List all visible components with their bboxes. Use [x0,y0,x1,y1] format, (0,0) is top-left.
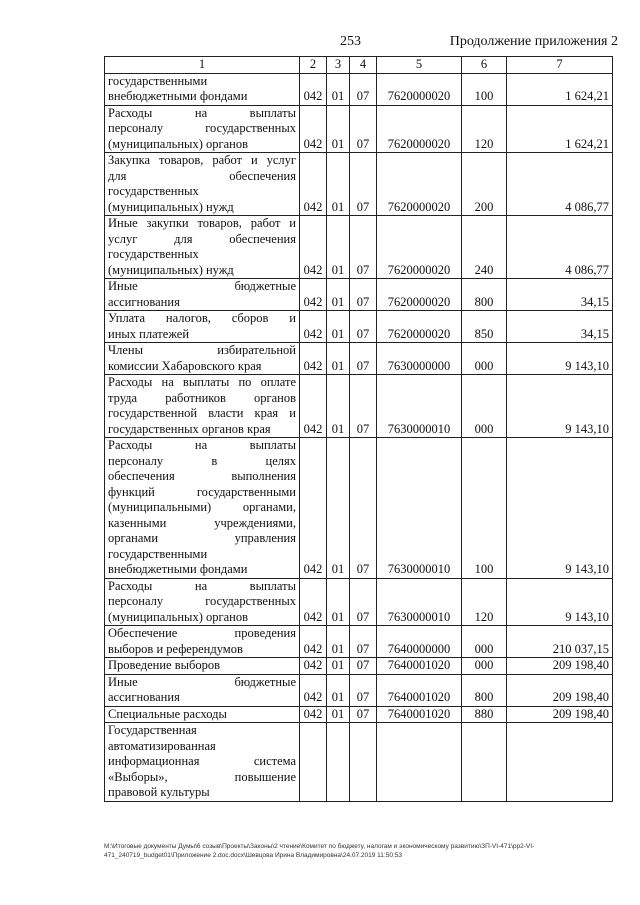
subsection-code-cell: 07 [350,706,377,723]
expense-name-line: персоналу государственных [108,121,296,135]
amount-cell: 9 143,10 [507,578,613,626]
expense-name-line: Специальные расходы [108,706,227,721]
amount-cell: 9 143,10 [507,438,613,579]
ministry-code-cell: 042 [300,658,327,675]
amount-cell: 4 086,77 [507,216,613,279]
expense-type-cell: 240 [462,216,507,279]
target-article-cell: 7620000020 [377,153,462,216]
table-row [105,706,613,723]
ministry-code-cell: 042 [300,706,327,723]
expense-name-cell [105,626,300,658]
table-row [105,311,613,343]
target-article-cell: 7620000020 [377,105,462,153]
expense-name-line: Расходы на выплаты [108,105,296,120]
expense-name-line: Закупка товаров, работ и услуг [108,153,296,167]
expense-type-cell: 000 [462,375,507,438]
expense-name-line: Расходы на выплаты [108,438,296,452]
expense-name-cell [105,343,300,375]
amount-cell: 209 198,40 [507,706,613,723]
table-row [105,375,613,438]
section-code-cell [327,723,350,802]
expense-name-line: ассигнования [108,690,180,704]
expense-name-line: Иные бюджетные [108,279,296,293]
ministry-code-cell: 042 [300,674,327,706]
ministry-code-cell: 042 [300,153,327,216]
ministry-code-cell: 042 [300,626,327,658]
expense-type-cell: 850 [462,311,507,343]
expense-name-line: выборов и референдумов [108,641,243,656]
expense-name-line: обеспечения выполнения [108,469,296,483]
budget-table [104,56,613,802]
expense-type-cell: 000 [462,658,507,675]
subsection-code-cell: 07 [350,216,377,279]
expense-name-line: (муниципальных) нужд [108,199,234,214]
expense-name-line: государственной власти края и [108,406,296,420]
table-row [105,153,613,216]
subsection-code-cell: 07 [350,105,377,153]
expense-name-line: органами управления [108,531,296,545]
expense-type-cell: 200 [462,153,507,216]
amount-cell [507,723,613,802]
expense-name-line: функций государственными [108,484,296,499]
ministry-code-cell [300,723,327,802]
expense-name-line: Уплата налогов, сборов и [108,311,296,325]
table-row [105,216,613,279]
expense-name-line: (муниципальными) органами, [108,500,296,514]
target-article-cell: 7640001020 [377,706,462,723]
expense-name-line: Проведение выборов [108,658,221,672]
table-row [105,578,613,626]
target-article-cell [377,723,462,802]
expense-name-line: персоналу государственных [108,594,296,608]
expense-name-line: Расходы на выплаты [108,578,296,593]
target-article-cell: 7620000020 [377,279,462,311]
expense-name-line: внебюджетными фондами [108,89,248,103]
expense-type-cell [462,723,507,802]
expense-name-cell [105,279,300,311]
expense-type-cell: 120 [462,578,507,626]
table-row [105,279,613,311]
table-row [105,658,613,675]
expense-name-cell [105,706,300,723]
target-article-cell: 7630000010 [377,438,462,579]
subsection-code-cell: 07 [350,375,377,438]
amount-cell: 209 198,40 [507,674,613,706]
target-article-cell: 7640001020 [377,658,462,675]
expense-name-line: государственных органов края [108,421,271,436]
expense-type-cell: 800 [462,674,507,706]
footer-line: М:\Итоговые документы Думы\6 созыв\Проекты\Законы\2 чтение\Комитет по бюджету, налогам и экономическому развитию\ЗП-VI-471\рр2-VI- [104,843,535,850]
target-article-cell: 7630000010 [377,375,462,438]
expense-name-line: «Выборы», повышение [108,769,296,784]
expense-name-line: ассигнования [108,294,180,309]
table-row [105,674,613,706]
section-code-cell: 01 [327,626,350,658]
column-header: 3 [327,57,350,74]
table-row [105,438,613,579]
expense-name-cell [105,375,300,438]
amount-cell: 9 143,10 [507,343,613,375]
target-article-cell: 7620000020 [377,73,462,105]
expense-name-cell [105,723,300,802]
section-code-cell: 01 [327,706,350,723]
section-code-cell: 01 [327,674,350,706]
expense-name-line: (муниципальных) нужд [108,262,234,277]
subsection-code-cell: 07 [350,438,377,579]
section-code-cell: 01 [327,343,350,375]
table-body [105,73,613,801]
expense-name-cell [105,216,300,279]
subsection-code-cell [350,723,377,802]
section-code-cell: 01 [327,73,350,105]
ministry-code-cell: 042 [300,279,327,311]
expense-name-cell [105,153,300,216]
expense-name-line: Обеспечение проведения [108,626,296,640]
footer-file-path [104,842,612,860]
column-header: 5 [377,57,462,74]
expense-name-line: иных платежей [108,326,190,341]
subsection-code-cell: 07 [350,658,377,675]
expense-type-cell: 800 [462,279,507,311]
subsection-code-cell: 07 [350,153,377,216]
amount-cell: 1 624,21 [507,73,613,105]
expense-name-line: Иные закупки товаров, работ и [108,216,296,230]
expense-type-cell: 100 [462,438,507,579]
section-code-cell: 01 [327,279,350,311]
continuation-label: Продолжение приложения 2 [449,34,618,49]
expense-name-line: (муниципальных) органов [108,609,249,624]
target-article-cell: 7640001020 [377,674,462,706]
expense-name-line: государственных [108,247,199,261]
table-row [105,723,613,802]
column-header: 7 [507,57,613,74]
expense-name-line: Члены избирательной [108,343,296,357]
ministry-code-cell: 042 [300,73,327,105]
section-code-cell: 01 [327,658,350,675]
ministry-code-cell: 042 [300,216,327,279]
expense-type-cell: 120 [462,105,507,153]
amount-cell: 9 143,10 [507,375,613,438]
expense-type-cell: 000 [462,343,507,375]
expense-name-cell [105,73,300,105]
expense-name-line: государственными [108,546,208,561]
amount-cell: 210 037,15 [507,626,613,658]
expense-name-line: государственных [108,184,199,198]
target-article-cell: 7620000020 [377,311,462,343]
column-header: 4 [350,57,377,74]
section-code-cell: 01 [327,153,350,216]
expense-name-cell [105,658,300,675]
expense-name-cell [105,311,300,343]
expense-name-line: автоматизированная [108,738,216,753]
ministry-code-cell: 042 [300,438,327,579]
amount-cell: 209 198,40 [507,658,613,675]
expense-name-cell [105,105,300,153]
expense-name-line: информационная система [108,754,296,768]
column-header: 6 [462,57,507,74]
header-row [105,57,613,74]
target-article-cell: 7620000020 [377,216,462,279]
section-code-cell: 01 [327,375,350,438]
section-code-cell: 01 [327,578,350,626]
subsection-code-cell: 07 [350,674,377,706]
ministry-code-cell: 042 [300,343,327,375]
amount-cell: 4 086,77 [507,153,613,216]
table-row [105,105,613,153]
section-code-cell: 01 [327,438,350,579]
subsection-code-cell: 07 [350,73,377,105]
section-code-cell: 01 [327,311,350,343]
expense-name-line: комиссии Хабаровского края [108,358,262,373]
amount-cell: 34,15 [507,311,613,343]
expense-name-cell [105,674,300,706]
expense-name-cell [105,438,300,579]
expense-name-line: персоналу в целях [108,453,296,468]
subsection-code-cell: 07 [350,626,377,658]
column-header: 1 [105,57,300,74]
ministry-code-cell: 042 [300,105,327,153]
subsection-code-cell: 07 [350,578,377,626]
expense-name-line: государственными [108,73,208,88]
ministry-code-cell: 042 [300,311,327,343]
table-row [105,626,613,658]
footer-line: 471_240719_budget01\Приложение 2.doc.docx\Шевцова Ирина Владимировна\24.07.2019 11:50:53 [104,852,402,859]
target-article-cell: 7630000000 [377,343,462,375]
expense-type-cell: 880 [462,706,507,723]
subsection-code-cell: 07 [350,279,377,311]
expense-name-line: (муниципальных) органов [108,136,249,151]
column-header: 2 [300,57,327,74]
expense-name-line: казенными учреждениями, [108,515,296,530]
section-code-cell: 01 [327,105,350,153]
expense-name-cell [105,578,300,626]
amount-cell: 34,15 [507,279,613,311]
amount-cell: 1 624,21 [507,105,613,153]
expense-name-line: услуг для обеспечения [108,231,296,246]
target-article-cell: 7630000010 [377,578,462,626]
expense-type-cell: 100 [462,73,507,105]
expense-name-line: Государственная [108,723,197,737]
expense-name-line: Иные бюджетные [108,674,296,689]
expense-name-line: правовой культуры [108,785,210,799]
page-number: 253 [340,34,361,49]
ministry-code-cell: 042 [300,578,327,626]
subsection-code-cell: 07 [350,311,377,343]
expense-name-line: труда работников органов [108,390,296,405]
table-row [105,343,613,375]
subsection-code-cell: 07 [350,343,377,375]
table-row [105,73,613,105]
target-article-cell: 7640000000 [377,626,462,658]
section-code-cell: 01 [327,216,350,279]
expense-name-line: Расходы на выплаты по оплате [108,375,296,389]
expense-type-cell: 000 [462,626,507,658]
expense-name-line: для обеспечения [108,168,296,183]
ministry-code-cell: 042 [300,375,327,438]
expense-name-line: внебюджетными фондами [108,562,248,576]
